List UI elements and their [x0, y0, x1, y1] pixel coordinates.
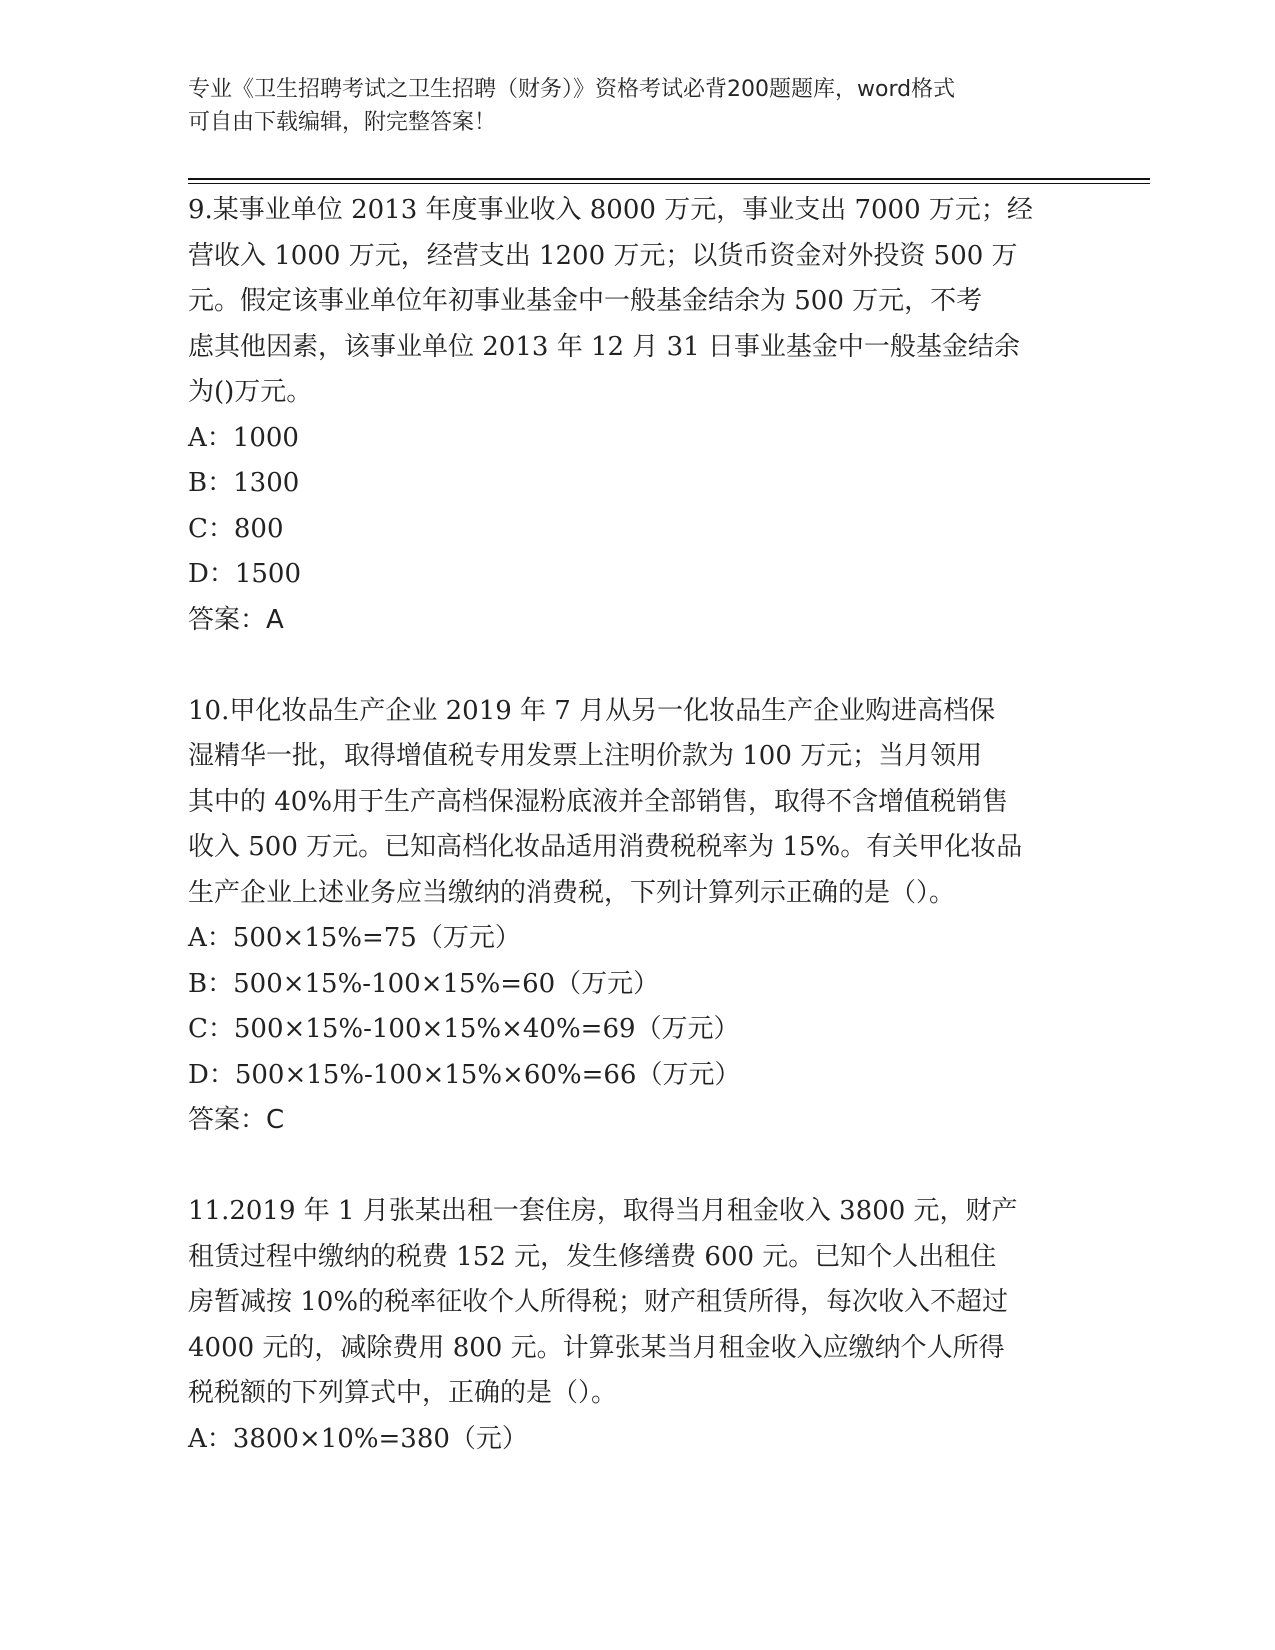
option-d: D：1500: [188, 559, 302, 589]
question-text-line: 生产企业上述业务应当缴纳的消费税，下列计算列示正确的是（）。: [188, 877, 956, 908]
question-spacer: [188, 643, 1088, 689]
question-list: [188, 188, 1088, 1462]
question-text-line: 税税额的下列算式中，正确的是（）。: [188, 1378, 618, 1408]
answer-label: 答案：C: [188, 1105, 285, 1135]
question-text-line: 4000 元的，减除费用 800 元。计算张某当月租金收入应缴纳个人所得: [188, 1332, 1005, 1363]
question-10: [188, 689, 1088, 1144]
question-9: [188, 188, 1088, 643]
option-b: B：500×15%-100×15%=60（万元）: [188, 968, 660, 999]
header-line: 专业《卫生招聘考试之卫生招聘（财务）》资格考试必背200题题库，word格式: [188, 77, 956, 102]
option-c: C：800: [188, 513, 284, 544]
question-text-line: 其中的 40%用于生产高档保湿粉底液并全部销售，取得不含增值税销售: [188, 786, 1009, 817]
question-text-line: 虑其他因素，该事业单位 2013 年 12 月 31 日事业基金中一般基金结余: [188, 331, 1020, 362]
header-divider-thick: [188, 178, 1150, 180]
question-text-line: 营收入 1000 万元，经营支出 1200 万元；以货币资金对外投资 500 万: [188, 240, 1018, 271]
question-text-line: 10.甲化妆品生产企业 2019 年 7 月从另一化妆品生产企业购进高档保: [188, 695, 996, 726]
answer-label: 答案：A: [188, 604, 284, 635]
question-text-line: 11.2019 年 1 月张某出租一套住房，取得当月租金收入 3800 元，财产: [188, 1196, 1018, 1226]
option-a: A：1000: [188, 422, 299, 453]
question-text-line: 为()万元。: [188, 377, 313, 407]
option-c: C：500×15%-100×15%×40%=69（万元）: [188, 1014, 740, 1044]
question-11: [188, 1189, 1088, 1462]
question-spacer: [188, 1144, 1088, 1190]
question-text-line: 收入 500 万元。已知高档化妆品适用消费税税率为 15%。有关甲化妆品: [188, 832, 1023, 862]
document-header: [188, 73, 1068, 139]
option-a: A：500×15%=75（万元）: [188, 923, 521, 953]
option-d: D：500×15%-100×15%×60%=66（万元）: [188, 1059, 741, 1090]
question-text-line: 9.某事业单位 2013 年度事业收入 8000 万元，事业支出 7000 万元；经: [188, 195, 1033, 225]
question-text-line: 湿精华一批，取得增值税专用发票上注明价款为 100 万元；当月领用: [188, 741, 983, 771]
option-a: A：3800×10%=380（元）: [188, 1423, 528, 1454]
option-b: B：1300: [188, 468, 300, 498]
question-text-line: 房暂减按 10%的税率征收个人所得税；财产租赁所得，每次收入不超过: [188, 1287, 1009, 1317]
header-divider-thin: [188, 183, 1150, 184]
question-text-line: 租赁过程中缴纳的税费 152 元，发生修缮费 600 元。已知个人出租住: [188, 1241, 997, 1272]
header-line: 可自由下载编辑，附完整答案！: [188, 110, 497, 135]
question-text-line: 元。假定该事业单位年初事业基金中一般基金结余为 500 万元，不考: [188, 286, 983, 316]
